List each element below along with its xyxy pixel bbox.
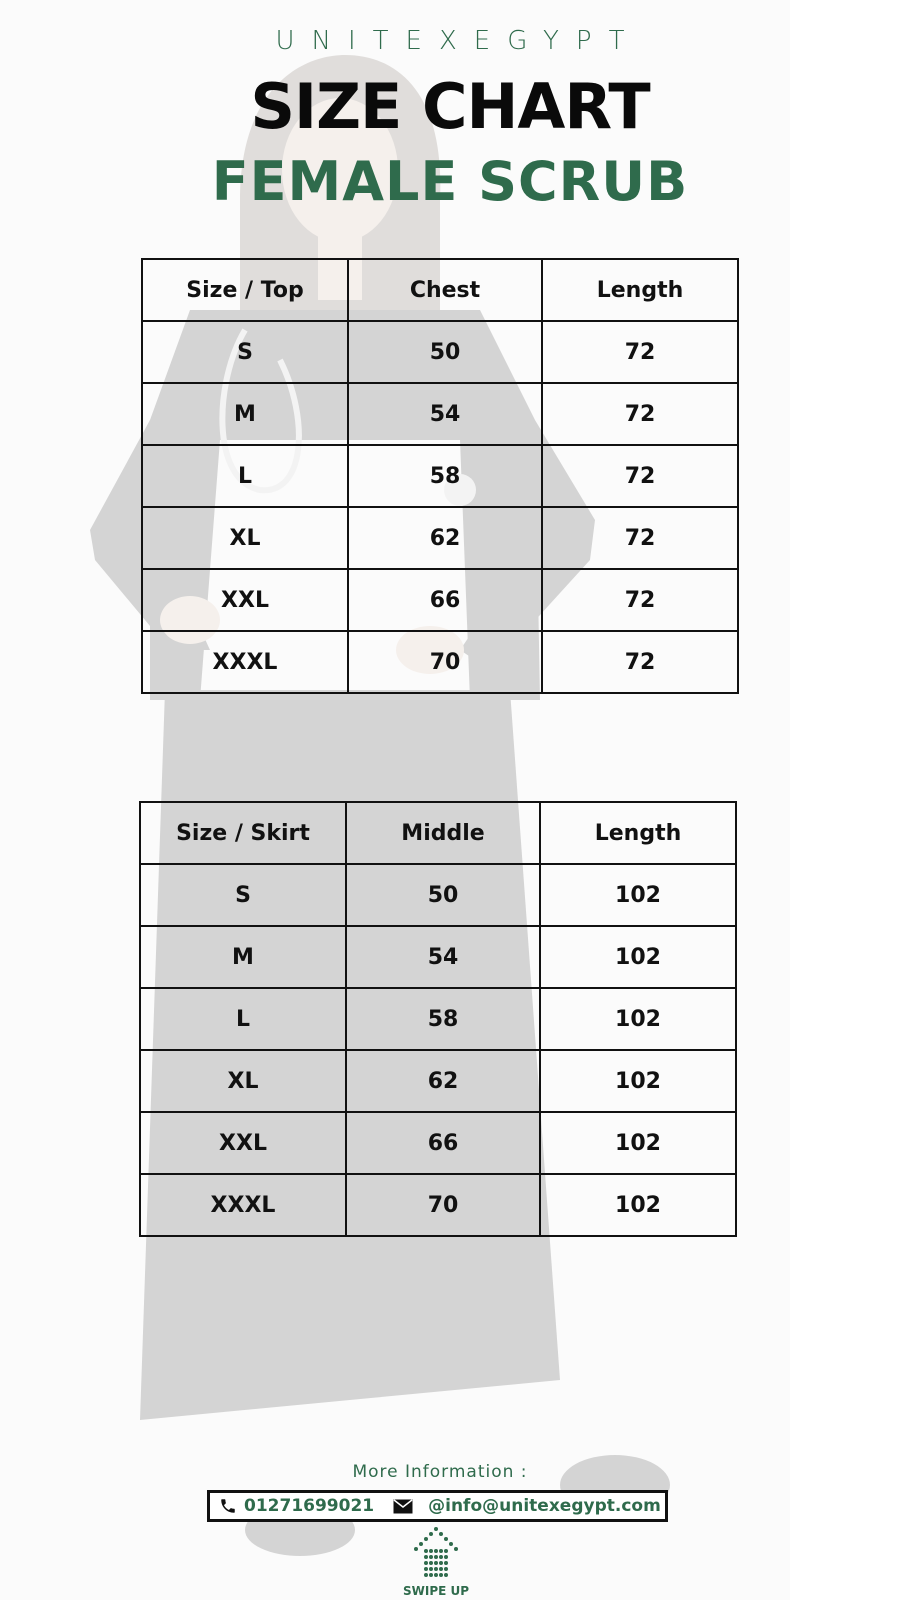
middle-cell: 54 [346,926,540,988]
length-cell: 72 [542,445,738,507]
table-row [140,988,736,1050]
table-row [142,383,738,445]
table-row [140,1112,736,1174]
swipe-up-label[interactable]: SWIPE UP [402,1584,470,1598]
brand-name: UNITEXEGYPT [275,26,642,56]
skirt-size-table [139,801,737,1237]
header-cell: Size / Top [142,259,348,321]
chest-cell: 50 [348,321,542,383]
size-cell: XXL [142,569,348,631]
table-row [142,569,738,631]
middle-cell: 58 [346,988,540,1050]
phone-number[interactable]: 01271699021 [244,1496,375,1516]
header-cell: Chest [348,259,542,321]
header-cell: Middle [346,802,540,864]
table-row [142,631,738,693]
length-cell: 72 [542,383,738,445]
chest-cell: 54 [348,383,542,445]
middle-cell: 50 [346,864,540,926]
table-row [140,1174,736,1236]
header-cell: Size / Skirt [140,802,346,864]
length-cell: 102 [540,926,736,988]
top-size-table [141,258,739,694]
phone-icon [218,1496,238,1516]
middle-cell: 62 [346,1050,540,1112]
size-cell: XXXL [142,631,348,693]
mail-icon [392,1498,414,1514]
length-cell: 102 [540,988,736,1050]
length-cell: 102 [540,1112,736,1174]
size-cell: S [142,321,348,383]
chest-cell: 62 [348,507,542,569]
size-cell: M [142,383,348,445]
length-cell: 72 [542,569,738,631]
page-title: SIZE CHART [250,70,650,143]
size-cell: M [140,926,346,988]
header-cell: Length [540,802,736,864]
chest-cell: 58 [348,445,542,507]
size-cell: L [140,988,346,1050]
size-cell: L [142,445,348,507]
length-cell: 102 [540,1174,736,1236]
chest-cell: 70 [348,631,542,693]
right-margin [790,0,900,1600]
size-cell: XL [142,507,348,569]
table-row [140,926,736,988]
length-cell: 72 [542,631,738,693]
more-information-label: More Information : [352,1462,528,1482]
size-cell: S [140,864,346,926]
size-cell: XXL [140,1112,346,1174]
table-header-row [140,802,736,864]
length-cell: 72 [542,321,738,383]
table-header-row [142,259,738,321]
size-cell: XL [140,1050,346,1112]
swipe-up-arrow-icon[interactable] [408,1525,464,1585]
length-cell: 72 [542,507,738,569]
table-row [140,1050,736,1112]
table-row [142,321,738,383]
size-cell: XXXL [140,1174,346,1236]
middle-cell: 70 [346,1174,540,1236]
length-cell: 102 [540,1050,736,1112]
table-row [142,445,738,507]
page-subtitle: FEMALE SCRUB [211,150,689,213]
email-address[interactable]: @info@unitexegypt.com [428,1496,661,1516]
header-cell: Length [542,259,738,321]
contact-box [207,1490,668,1522]
table-row [140,864,736,926]
chest-cell: 66 [348,569,542,631]
length-cell: 102 [540,864,736,926]
middle-cell: 66 [346,1112,540,1174]
table-row [142,507,738,569]
